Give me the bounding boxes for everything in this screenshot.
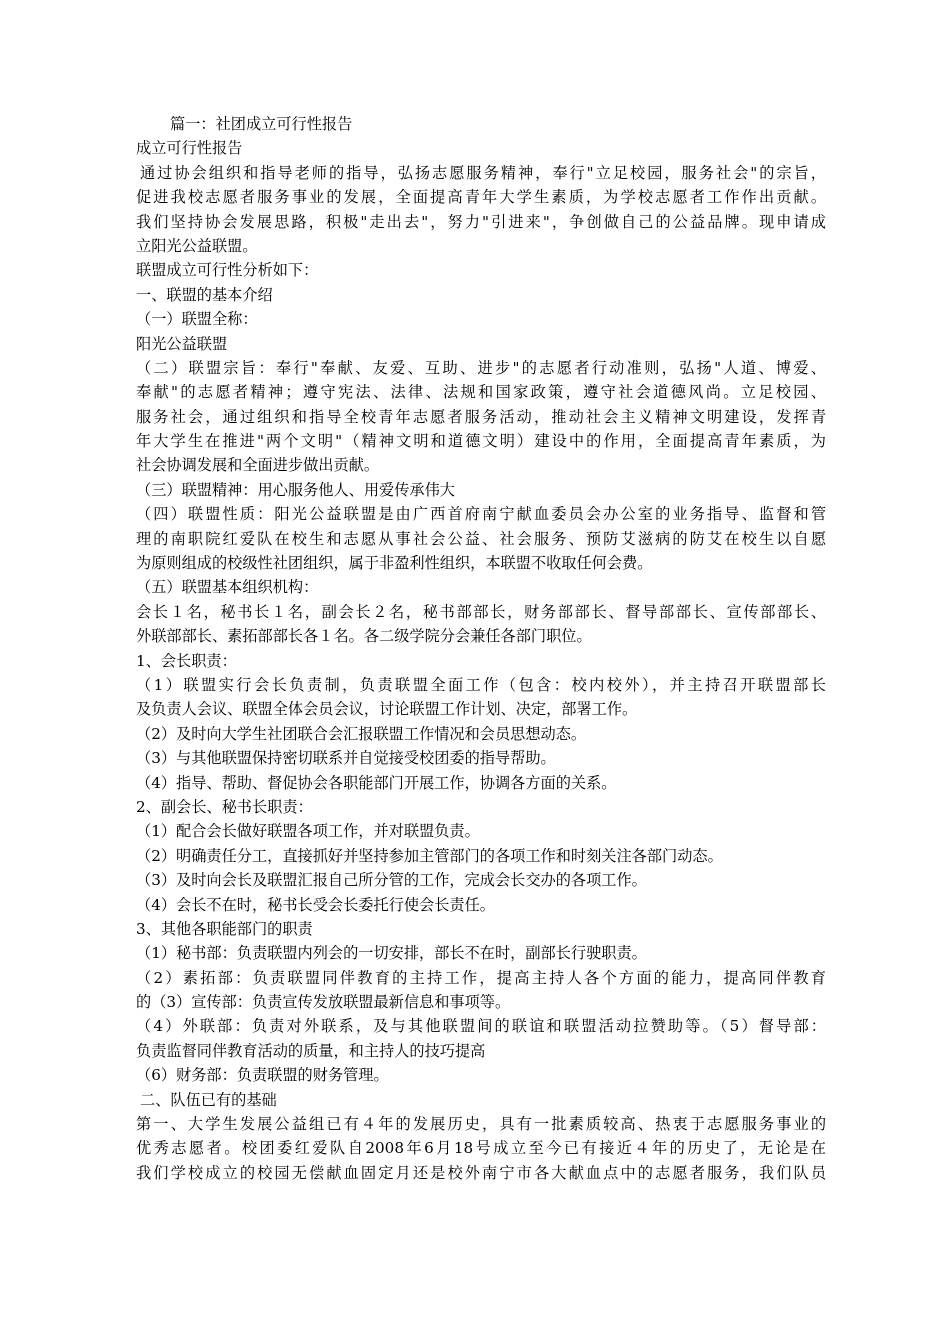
subsection-heading: 2、副会长、秘书长职责： [136,797,313,816]
paragraph-line: （1）联盟实行会长负责制，负责联盟全面工作（包含：校内校外），并主持召开联盟部长 [136,675,826,694]
paragraph-line: 负责监督同伴教育活动的质量，和主持人的技巧提高 [136,1041,486,1060]
paragraph-line: 立阳光公益联盟。 [136,236,258,255]
subsection-heading: （五）联盟基本组织机构： [136,578,319,597]
paragraph-line: 外联部部长、素拓部部长各１名。各二级学院分会兼任各部门职位。 [136,627,592,646]
paragraph-line: （四）联盟性质：阳光公益联盟是由广西首府南宁献血委员会办公室的业务指导、监督和管 [136,505,826,524]
paragraph-line: （4）外联部：负责对外联系，及与其他联盟间的联谊和联盟活动拉赞助等。（5）督导部： [136,1017,826,1036]
paragraph-line: 第一、大学生发展公益组已有４年的发展历史，具有一批素质较高、热衷于志愿服务事业的 [136,1115,826,1134]
paragraph-line: （4）会长不在时，秘书长受会长委托行使会长责任。 [136,895,495,914]
paragraph-line: 及负责人会议、联盟全体会员会议，讨论联盟工作计划、决定，部署工作。 [136,700,638,719]
paragraph-line: （二）联盟宗旨：奉行"奉献、友爱、互助、进步"的志愿者行动准则，弘扬"人道、博爱、 [136,358,826,377]
paragraph-line: 为原则组成的校级性社团组织，属于非盈利性组织，本联盟不收取任何会费。 [136,554,653,573]
paragraph-line: 通过协会组织和指导老师的指导，弘扬志愿服务精神，奉行"立足校园，服务社会"的宗旨， [140,163,826,182]
paragraph-line: 奉献"的志愿者精神；遵守宪法、法律、法规和国家政策，遵守社会道德风尚。立足校园、 [136,383,826,402]
subsection-heading: （一）联盟全称： [136,310,258,329]
paragraph-line: 我们学校成立的校园无偿献血固定月还是校外南宁市各大献血点中的志愿者服务，我们队员 [136,1163,826,1182]
paragraph-line: 阳光公益联盟 [136,334,228,353]
paragraph-line: 的（3）宣传部：负责宣传发放联盟最新信息和事项等。 [136,993,511,1012]
paragraph-line: （2）及时向大学生社团联合会汇报联盟工作情况和会员思想动态。 [136,724,587,743]
paragraph-line: （2）明确责任分工，直接抓好并坚持参加主管部门的各项工作和时刻关注各部门动态。 [136,846,723,865]
paragraph-line: 优秀志愿者。校团委红爱队自2008年6月18号成立至今已有接近４年的历史了，无论是在 [136,1139,826,1158]
paragraph-line: 服务社会，通过组织和指导全校青年志愿者服务活动，推动社会主义精神文明建设，发挥青 [136,407,826,426]
paragraph-line: （3）与其他联盟保持密切联系并自觉接受校团委的指导帮助。 [136,749,556,768]
paragraph-line: （2）素拓部：负责联盟同伴教育的主持工作，提高主持人各个方面的能力，提高同伴教育 [136,968,826,987]
paragraph-line: （3）及时向会长及联盟汇报自己所分管的工作，完成会长交办的各项工作。 [136,871,647,890]
section-heading: 二、队伍已有的基础 [140,1090,277,1109]
section-heading: 一、联盟的基本介绍 [136,285,273,304]
paragraph-line: （6）财务部：负责联盟的财务管理。 [136,1066,389,1085]
paragraph-line: 理的南职院红爱队在校生和志愿从事社会公益、社会服务、预防艾滋病的防艾在校生以自愿 [136,529,826,548]
document-title: 篇一：社团成立可行性报告 [170,115,353,133]
paragraph-line: 促进我校志愿者服务事业的发展，全面提高青年大学生素质，为学校志愿者工作作出贡献。 [136,188,826,207]
paragraph-line: 联盟成立可行性分析如下： [136,261,319,280]
paragraph-line: 成立可行性报告 [136,139,243,158]
document-page [136,112,826,1185]
subsection-heading: （三）联盟精神：用心服务他人、用爱传承伟大 [136,480,455,499]
paragraph-line: 社会协调发展和全面进步做出贡献。 [136,456,379,475]
subsection-heading: 1、会长职责： [136,651,237,670]
subsection-heading: 3、其他各职能部门的职责 [136,919,313,938]
paragraph-line: （1）秘书部：负责联盟内列会的一切安排，部长不在时，副部长行驶职责。 [136,944,647,963]
paragraph-line: （1）配合会长做好联盟各项工作，并对联盟负责。 [136,822,480,841]
paragraph-line: 年大学生在推进"两个文明"（精神文明和道德文明）建设中的作用，全面提高青年素质，为 [136,432,826,451]
paragraph-line: （4）指导、帮助、督促协会各职能部门开展工作，协调各方面的关系。 [136,773,617,792]
paragraph-line: 会长１名，秘书长１名，副会长２名，秘书部部长，财务部部长、督导部部长、宣传部部长、 [136,602,826,621]
paragraph-line: 我们坚持协会发展思路，积极"走出去"，努力"引进来"，争创做自己的公益品牌。现申请成 [136,212,826,231]
